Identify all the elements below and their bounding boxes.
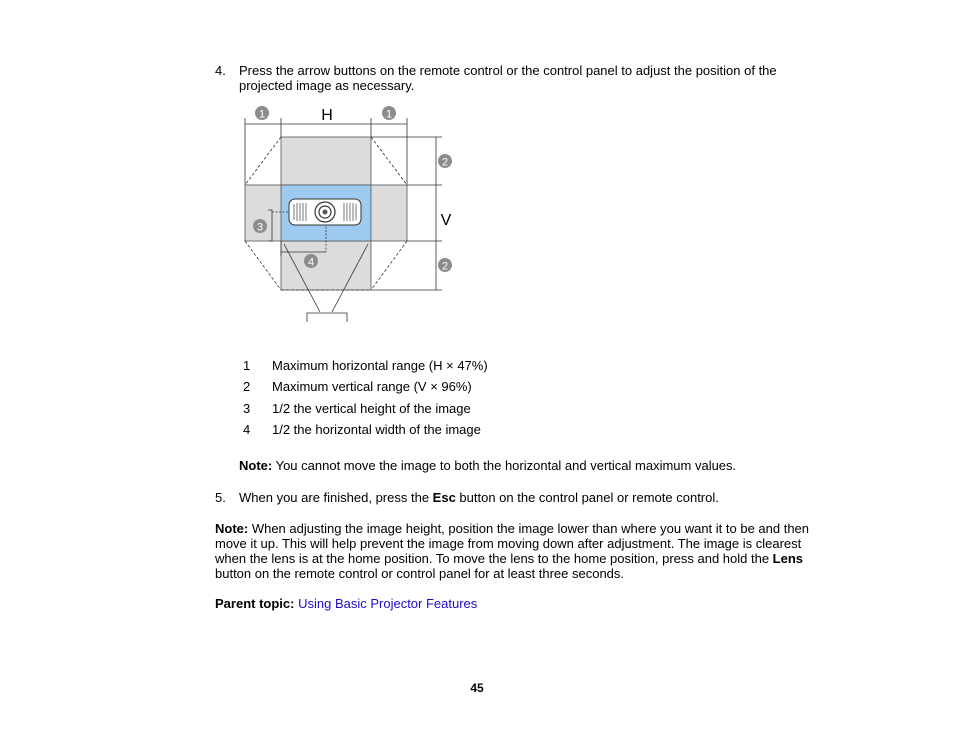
legend-text: 1/2 the vertical height of the image	[272, 401, 471, 416]
legend-text: Maximum vertical range (V × 96%)	[272, 379, 472, 394]
note-label: Note:	[215, 521, 249, 536]
svg-text:1: 1	[258, 108, 266, 121]
callout-2-bottom	[438, 258, 452, 273]
legend-number: 4	[243, 422, 251, 437]
callout-2-top	[438, 154, 452, 169]
projector-icon	[289, 199, 361, 225]
step-4-line-1: Press the arrow buttons on the remote control or the control panel to adjust the position of the	[239, 63, 777, 78]
svg-text:3: 3	[256, 221, 264, 234]
svg-text:4: 4	[307, 256, 315, 269]
esc-button-name: Esc	[432, 490, 456, 505]
legend-number: 1	[243, 358, 251, 373]
note-label: Note:	[239, 458, 273, 473]
legend-number: 2	[243, 379, 251, 394]
step-5-text: When you are finished, press the Esc button on the control panel or remote control.	[239, 490, 719, 505]
step-5-number: 5.	[215, 490, 226, 505]
legend-text: Maximum horizontal range (H × 47%)	[272, 358, 488, 373]
legend-item	[243, 401, 471, 416]
legend-item	[243, 422, 481, 437]
legend-number: 3	[243, 401, 251, 416]
legend-item	[243, 379, 472, 394]
svg-text:2: 2	[441, 260, 449, 273]
svg-text:2: 2	[441, 156, 449, 169]
note-text: You cannot move the image to both the horizontal and vertical maximum values.	[272, 458, 737, 473]
legend-item	[243, 358, 488, 373]
page-number: 45	[470, 681, 484, 695]
v-label: V	[440, 212, 452, 229]
lens-button-name: Lens	[772, 551, 804, 566]
step-4-number: 4.	[215, 63, 226, 78]
callout-1-left	[255, 106, 269, 121]
h-label: H	[321, 107, 333, 124]
projector-shift-diagram	[236, 104, 466, 326]
callout-1-right	[382, 106, 396, 121]
parent-topic	[215, 596, 477, 611]
note-maximum-values	[239, 458, 736, 473]
parent-topic-link[interactable]: Using Basic Projector Features	[298, 596, 478, 611]
legend-text: 1/2 the horizontal width of the image	[272, 422, 481, 437]
svg-text:1: 1	[385, 108, 393, 121]
parent-topic-label: Parent topic:	[215, 596, 295, 611]
step-4-line-2: projected image as necessary.	[239, 78, 415, 93]
note-image-height: Note: When adjusting the image height, position the image lower than where you want it to be and then move it up. This will help prevent the image from moving down after adjustment. The image is clearest when the lens is at the home position. To move the lens to the home position, press and hold the Lens button on the remote control or control panel for at least three seconds.	[215, 521, 810, 581]
